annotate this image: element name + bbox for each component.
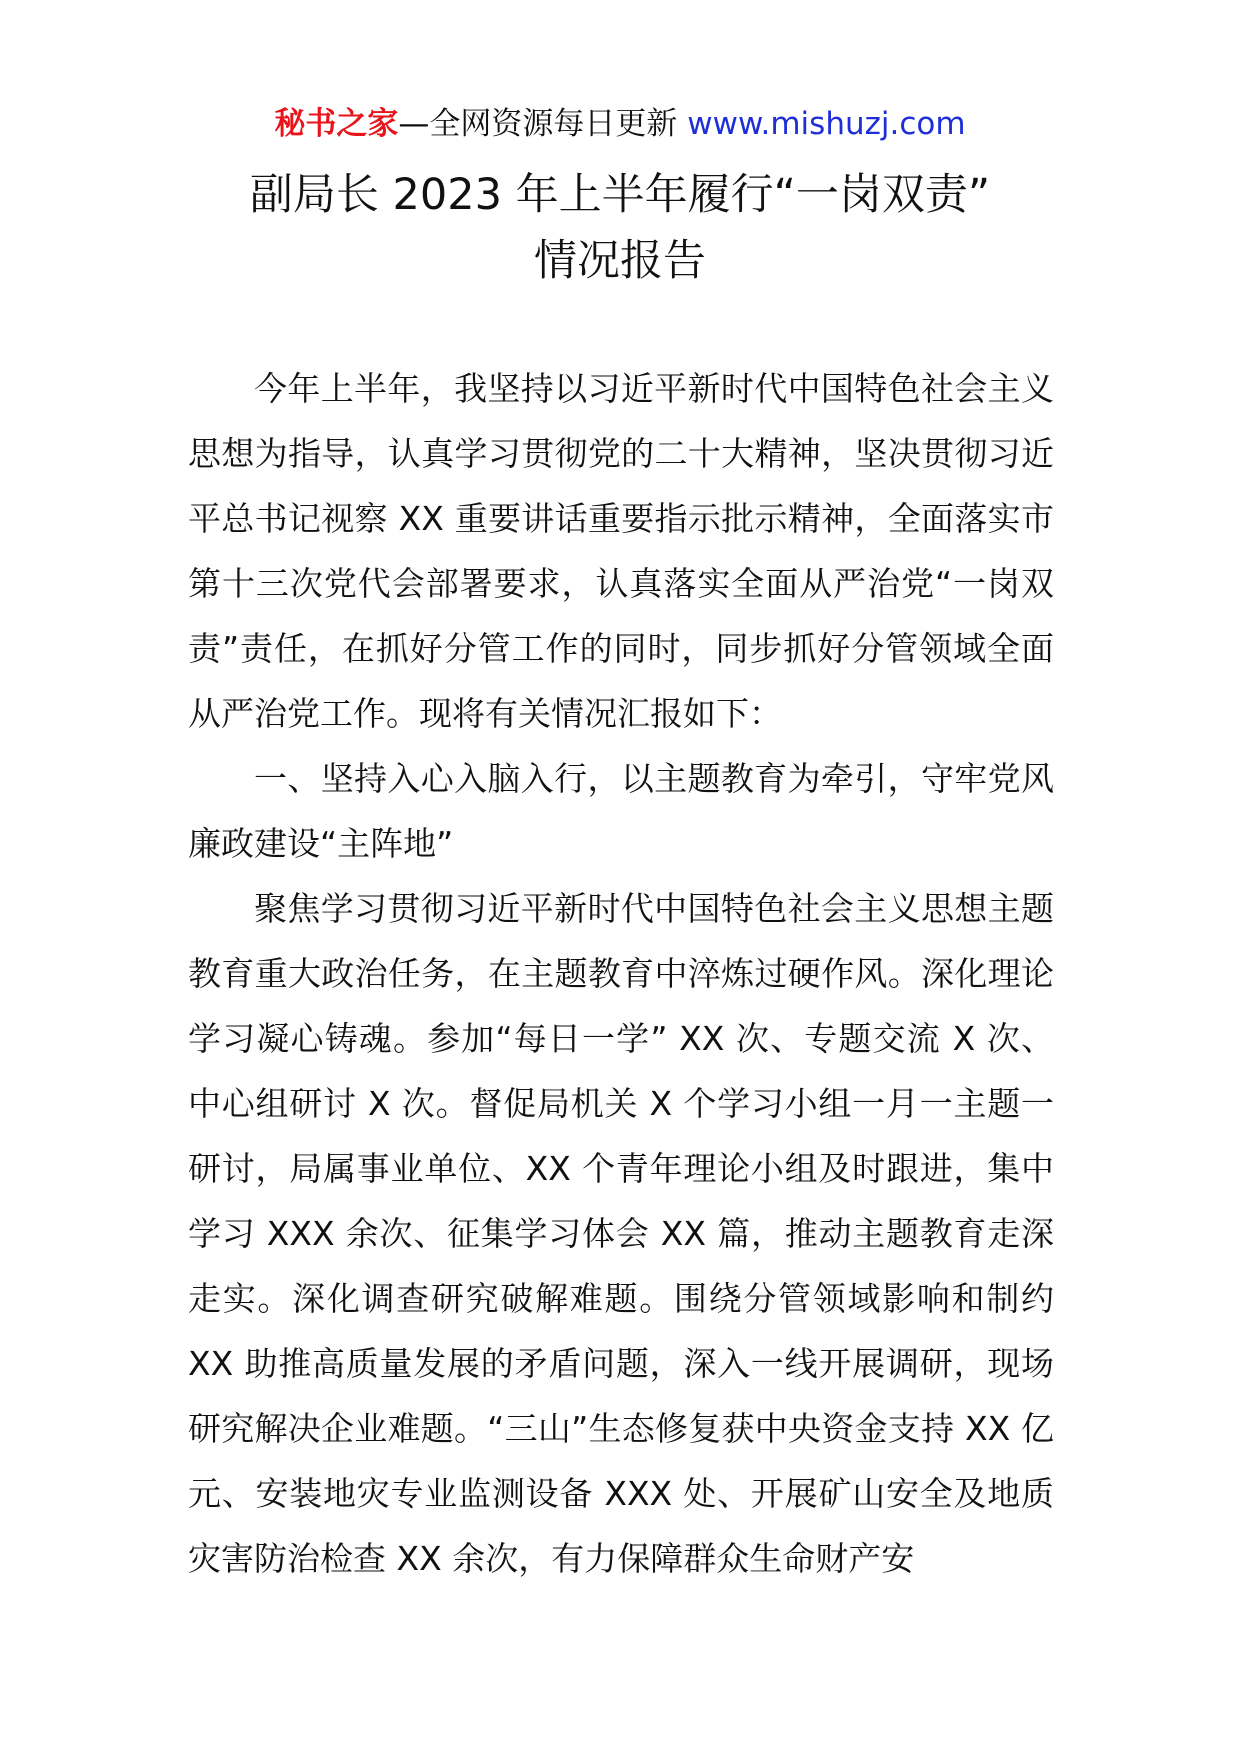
watermark-brand: 秘书之家 xyxy=(274,106,399,142)
document-body xyxy=(188,356,1087,1591)
watermark-text: —全网资源每日更新 xyxy=(398,106,688,142)
watermark-header xyxy=(0,104,1240,144)
section-body-1: 聚焦学习贯彻习近平新时代中国特色社会主义思想主题教育重大政治任务，在主题教育中淬炼过硬作风。深化理论学习凝心铸魂。参加“每日一学” XX 次、专题交流 X 次、中心组研讨 X 次。督促局机关 X 个学习小组一月一主题一研讨，局属事业单位、XX 个青年理论小组及时跟进，集中学习 XXX 余次、征集学习体会 XX 篇，推动主题教育走深走实。深化调查研究破解难题。围绕分管领域影响和制约 XX 助推高质量发展的矛盾问题，深入一线开展调研，现场研究解决企业难题。“三山”生态修复获中央资金支持 XX 亿元、安装地灾专业监测设备 XXX 处、开展矿山安全及地质灾害防治检查 XX 余次，有力保障群众生命财产安 xyxy=(188,889,1054,1578)
title-line-1: 副局长 2023 年上半年履行“一岗双责” xyxy=(249,170,991,220)
section-heading-1: 一、坚持入心入脑入行，以主题教育为牵引，守牢党风廉政建设“主阵地” xyxy=(188,759,1054,863)
title-line-2: 情况报告 xyxy=(534,236,706,286)
intro-paragraph: 今年上半年，我坚持以习近平新时代中国特色社会主义思想为指导，认真学习贯彻党的二十大精神，坚决贯彻习近平总书记视察 XX 重要讲话重要指示批示精神，全面落实市第十三次党代会部署要求，认真落实全面从严治党“一岗双 责”责任，在抓好分管工作的同时，同步抓好分管领域全面从严治党工作。现将有关情况汇报如下： xyxy=(188,369,1087,733)
watermark-url[interactable]: www.mishuzj.com xyxy=(687,106,966,142)
document-title xyxy=(0,162,1240,294)
